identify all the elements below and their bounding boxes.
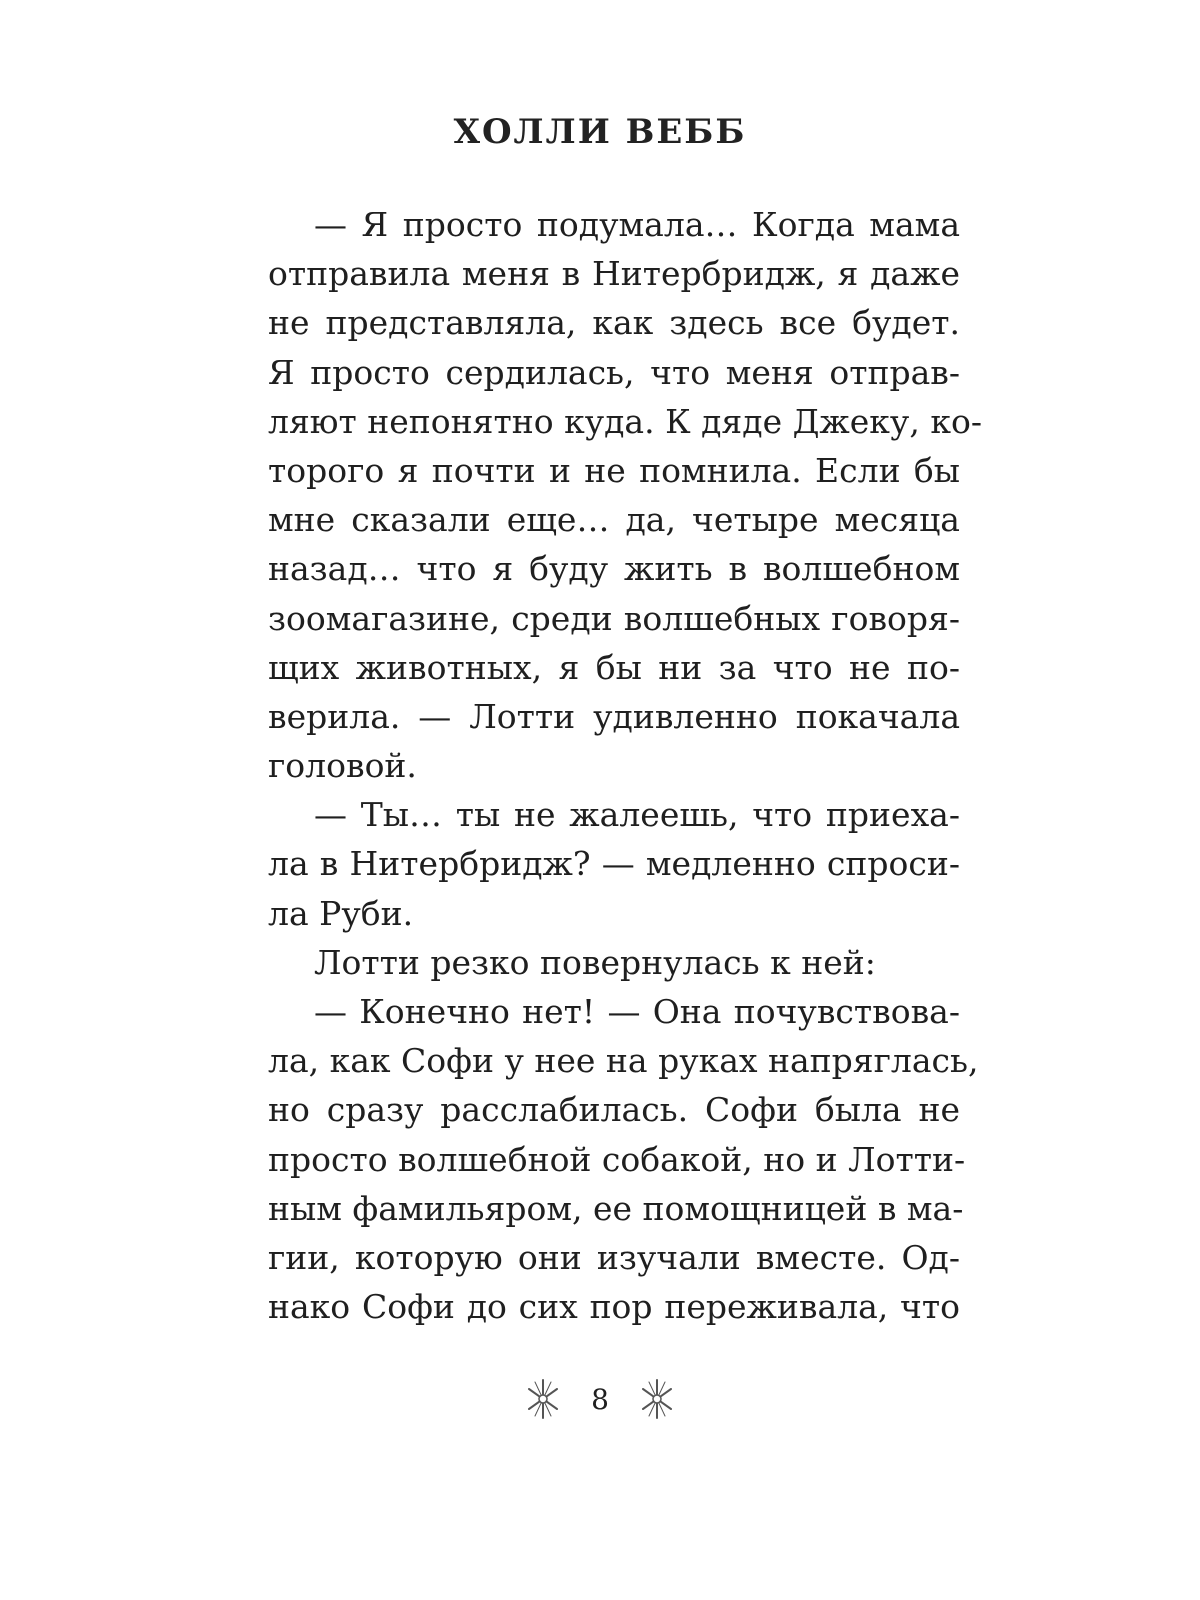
- star-ornament-icon: [525, 1378, 561, 1420]
- text-line: головой.: [268, 746, 417, 786]
- text-line: ным фамильяром, ее помощницей в ма-: [268, 1188, 964, 1228]
- page-number: 8: [591, 1382, 609, 1416]
- text-line: Лотти резко повернулась к ней:: [314, 942, 876, 982]
- text-line: торого я почти и не помнила. Если бы: [268, 450, 960, 490]
- text-line: — Конечно нет! — Она почувствова-: [314, 992, 960, 1031]
- text-line: просто волшебной собакой, но и Лотти-: [268, 1139, 966, 1179]
- text-line: щих животных, я бы ни за что не по-: [268, 647, 960, 687]
- page-footer: [0, 1378, 1200, 1420]
- text-line: верила. — Лотти удивленно покачала: [268, 696, 960, 736]
- text-line: отправила меня в Нитербридж, я даже: [268, 254, 960, 294]
- text-line: ляют непонятно куда. К дяде Джеку, ко-: [268, 401, 982, 441]
- running-head-author: ХОЛЛИ ВЕББ: [453, 112, 747, 152]
- text-line: но сразу расслабилась. Софи была не: [268, 1090, 960, 1130]
- text-line: — Я просто подумала… Когда мама: [314, 205, 960, 244]
- text-line: зоомагазине, среди волшебных говоря-: [268, 598, 960, 638]
- text-line: ла, как Софи у нее на руках напряглась,: [268, 1041, 979, 1081]
- text-line: нако Софи до сих пор переживала, что: [268, 1287, 960, 1327]
- text-line: — Ты… ты не жалеешь, что приеха-: [314, 795, 960, 835]
- text-line: назад… что я буду жить в волшебном: [268, 549, 960, 589]
- text-line: мне сказали еще… да, четыре месяца: [268, 500, 960, 540]
- text-line: гии, которую они изучали вместе. Од-: [268, 1237, 960, 1277]
- star-ornament-icon: [639, 1378, 675, 1420]
- body-text: [268, 200, 982, 1331]
- text-line: ла в Нитербридж? — медленно спроси-: [268, 844, 960, 884]
- text-line: не представляла, как здесь все будет.: [268, 303, 960, 343]
- text-line: Я просто сердилась, что меня отправ-: [268, 352, 960, 392]
- text-line: ла Руби.: [268, 893, 414, 933]
